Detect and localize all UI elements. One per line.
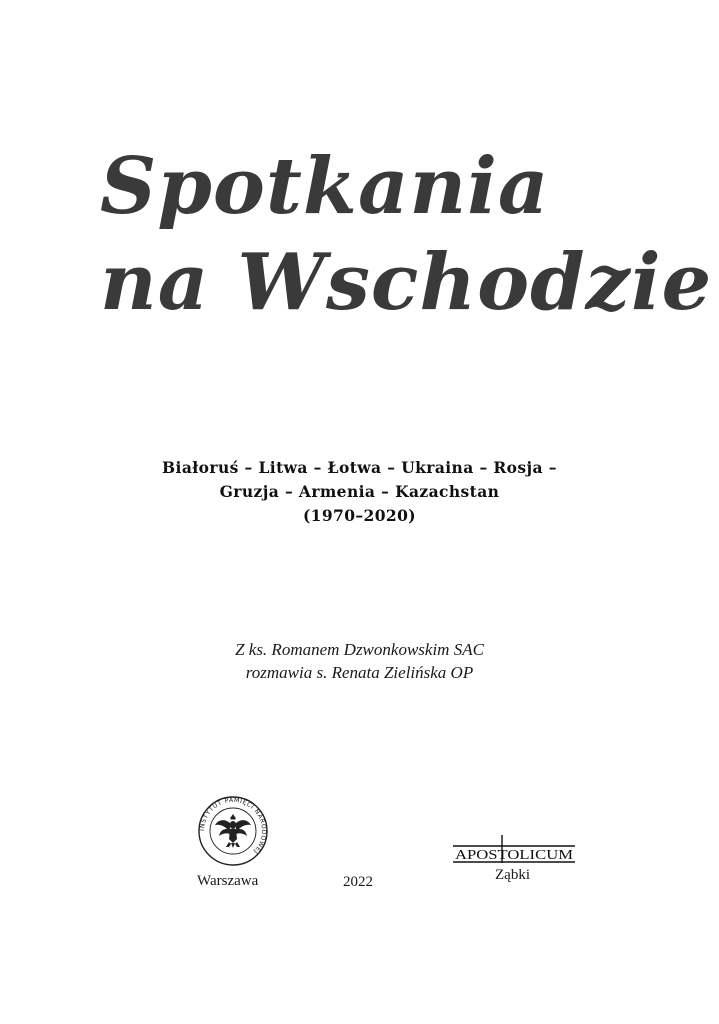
authors-line-2: rozmawia s. Renata Zielińska OP <box>245 663 474 682</box>
ipn-seal-logo <box>193 796 273 866</box>
countries-years: (1970–2020) <box>302 506 417 525</box>
book-title <box>100 141 713 328</box>
countries-line-2: Gruzja – Armenia – Kazachstan <box>219 482 500 501</box>
apostolicum-logo-text: APOSTOLICUM <box>455 848 574 863</box>
authors-credit <box>0 638 719 684</box>
book-title-line-2: na Wschodzie <box>100 237 713 328</box>
ipn-city: Warszawa <box>197 873 259 889</box>
ipn-seal-text: INSTYTUT PAMIĘCI NARODOWEJ <box>198 796 268 856</box>
eagle-icon <box>215 814 251 848</box>
countries-line-1: Białoruś – Litwa – Łotwa – Ukraina – Rosja – <box>162 458 557 477</box>
apostolicum-logo <box>452 832 576 866</box>
subtitle-countries <box>0 456 719 528</box>
publication-year: 2022 <box>343 874 373 890</box>
book-title-line-1: Spotkania <box>100 141 550 232</box>
authors-line-1: Z ks. Romanem Dzwonkowskim SAC <box>235 640 484 659</box>
apostolicum-city: Ząbki <box>495 867 530 883</box>
